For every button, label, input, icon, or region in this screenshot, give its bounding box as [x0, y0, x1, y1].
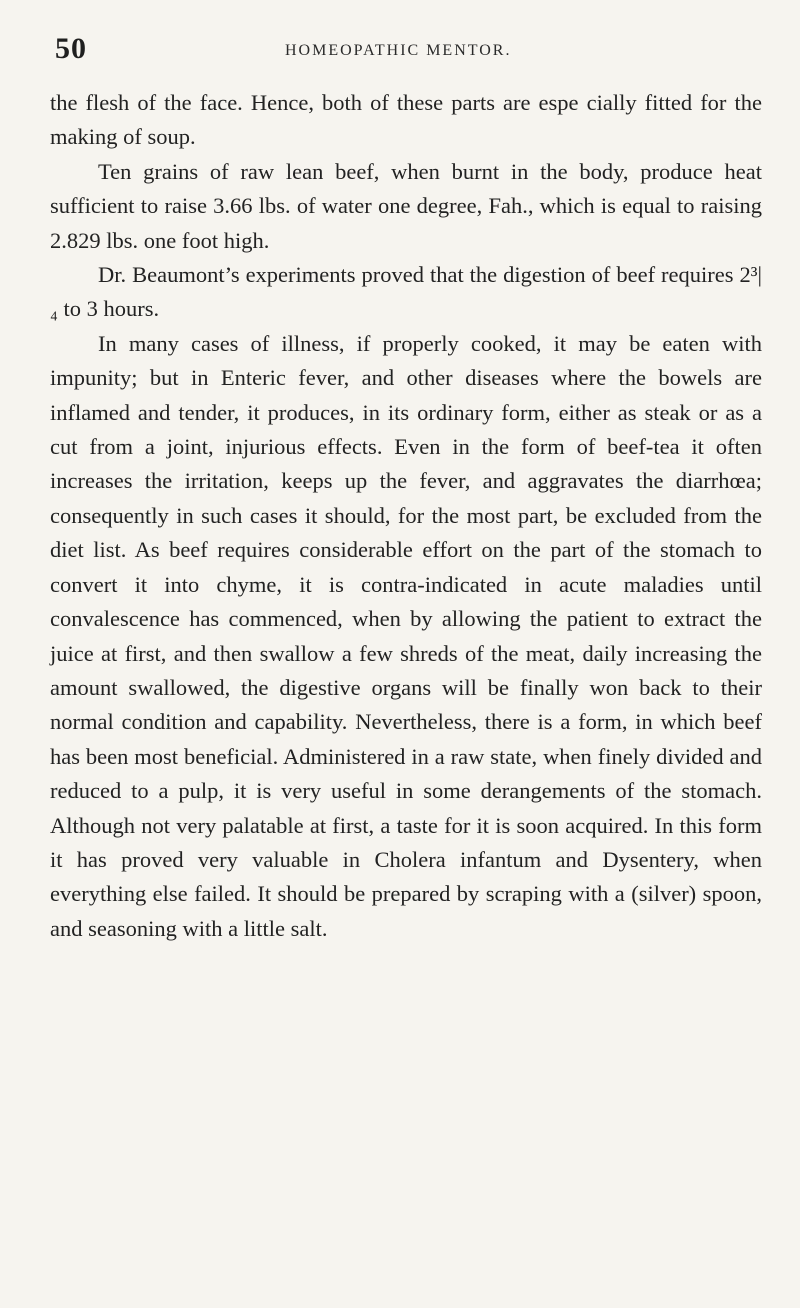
paragraph: the flesh of the face. Hence, both of these parts are espe cially fitted for the making of soup.	[50, 90, 762, 150]
paragraph: Dr. Beaumont’s experiments proved that the digestion of beef requires 2³|₄ to 3 hours.	[50, 262, 762, 322]
paragraph: In many cases of illness, if properly cooked, it may be eaten with impunity; but in Enteric fever, and other diseases where the bowels are inflamed and tender, it produces, in its ordinary form, either as steak or as a cut from a joint, injurious effects. Even in the form of beef-tea it often increases the irritation, keeps up the fever, and aggravates the diarrhœa; consequently in such cases it should, for the most part, be excluded from the diet list. As beef requires considerable effort on the part of the stomach to convert it into chyme, it is contra-indicated in acute maladies until convalescence has commenced, when by allowing the patient to extract the juice at first, and then swallow a few shreds of the meat, daily increasing the amount swallowed, the digestive organs will be finally won back to their normal condition and capability. Nevertheless, there is a form, in which beef has been most beneficial. Administered in a raw state, when finely divided and reduced to a pulp, it is very useful in some derangements of the stomach. Although not very palatable at first, a taste for it is soon acquired. In this form it has proved very valuable in Cholera infantum and Dysentery, when everything else failed. It should be prepared by scraping with a (silver) spoon, and seasoning with a little salt.	[50, 330, 762, 941]
paragraph: Ten grains of raw lean beef, when burnt in the body, produce heat sufficient to raise 3.66 lbs. of water one degree, Fah., which is equal to raising 2.829 lbs. one foot high.	[50, 158, 762, 253]
body-text	[50, 86, 762, 946]
page-number: 50	[55, 32, 87, 65]
page-header	[55, 32, 755, 72]
running-head: HOMEOPATHIC MENTOR.	[285, 42, 512, 59]
